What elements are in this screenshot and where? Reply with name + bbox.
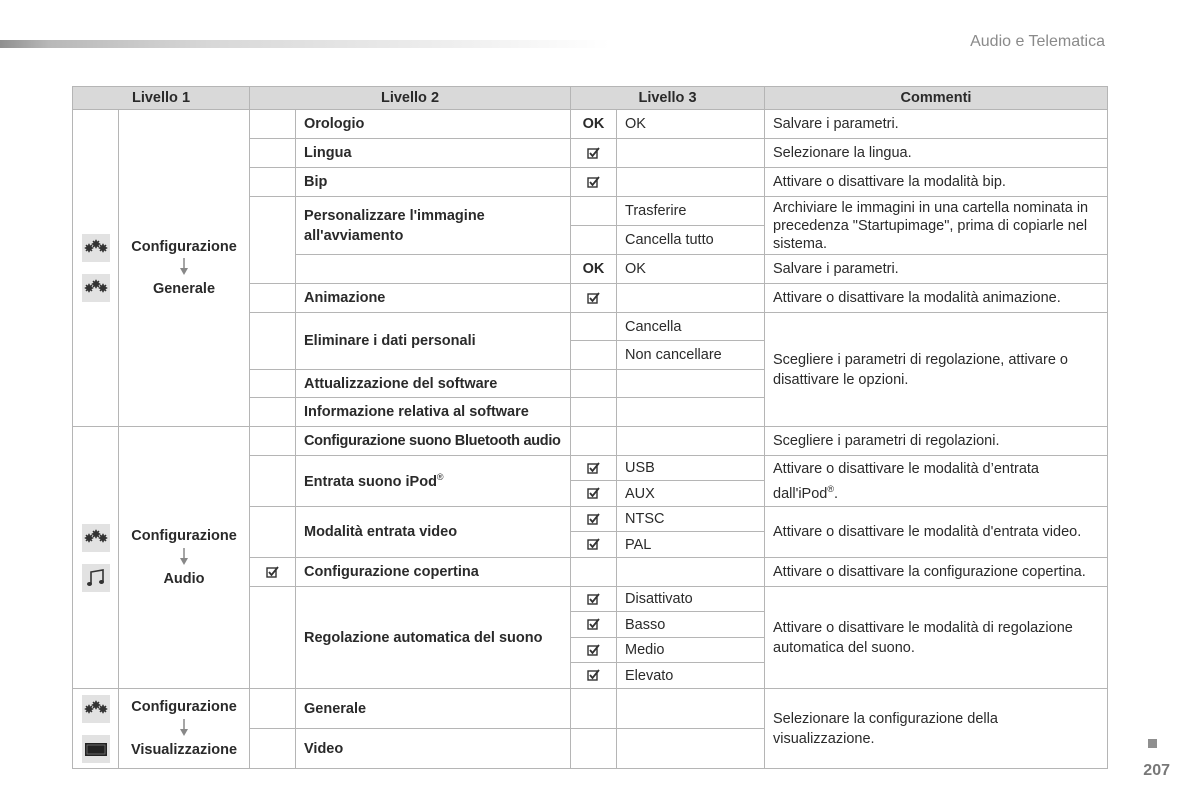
option-cancella-tutto[interactable]: Cancella tutto [617, 226, 765, 255]
column-header-livello-3: Livello 3 [571, 87, 765, 110]
option-usb[interactable]: USB [617, 456, 765, 481]
comment-cell: Selezionare la lingua. [765, 139, 1108, 168]
section-label-top: Configurazione [131, 699, 237, 715]
section-label-bottom: Visualizzazione [130, 741, 238, 758]
option-disattivato[interactable]: Disattivato [617, 587, 765, 612]
menu-item-generale[interactable]: Generale [296, 689, 571, 729]
comment-cell: Attivare o disattivare la modalità bip. [765, 168, 1108, 197]
menu-item-video-mode[interactable]: Modalità entrata video [296, 507, 571, 558]
gears-icon [82, 695, 110, 723]
menu-item-bluetooth[interactable]: Configurazione suono Bluetooth audio [296, 427, 571, 456]
comment-cell: Attivare o disattivare le modalità di regolazione automatica del suono. [765, 587, 1108, 689]
checkbox-check-icon [587, 593, 601, 606]
table-header-row [73, 87, 1108, 110]
menu-item-attualizzazione[interactable]: Attualizzazione del software [296, 370, 571, 398]
section-label-top: Configurazione [131, 528, 237, 544]
section-label-generale [119, 110, 250, 427]
comment-cell: Attivare o disattivare le modalità d’entrata dall'iPod®. [765, 456, 1108, 507]
checkbox-check-icon [587, 292, 601, 305]
option-cancella[interactable]: Cancella [617, 313, 765, 341]
column-header-livello-2: Livello 2 [250, 87, 571, 110]
section-label-top: Configurazione [131, 238, 237, 255]
menu-item-informazione[interactable]: Informazione relativa al software [296, 398, 571, 427]
option-ok[interactable]: OK [617, 110, 765, 139]
checkbox-check-icon [587, 513, 601, 526]
ok-mark: OK [571, 110, 617, 139]
display-icon [82, 735, 110, 763]
option-elevato[interactable]: Elevato [617, 663, 765, 689]
page-number: 207 [1143, 762, 1170, 779]
header-decorative-bar [0, 40, 610, 48]
comment-cell: Attivare o disattivare le modalità d'entrata video. [765, 507, 1108, 558]
menu-item-eliminare[interactable]: Eliminare i dati personali [296, 313, 571, 370]
down-arrow-icon [179, 548, 189, 568]
comment-cell: Attivare o disattivare la modalità animazione. [765, 284, 1108, 313]
section-label-bottom: Audio [163, 570, 205, 587]
gears-icon [82, 274, 110, 302]
menu-item-copertina[interactable]: Configurazione copertina [296, 558, 571, 587]
checkbox-check-icon [587, 487, 601, 500]
option-basso[interactable]: Basso [617, 612, 765, 638]
checkbox-check-icon [266, 566, 280, 579]
comment-cell: Salvare i parametri. [765, 255, 1108, 284]
gears-icon [82, 234, 110, 262]
comment-cell: Salvare i parametri. [765, 110, 1108, 139]
checkbox-check-icon [587, 147, 601, 160]
menu-item-ipod: Entrata suono iPod® [296, 456, 571, 507]
comment-cell: Scegliere i parametri di regolazioni. [765, 427, 1108, 456]
option-trasferire[interactable]: Trasferire [617, 197, 765, 226]
section-title: Audio e Telematica [970, 33, 1105, 50]
table-row [73, 427, 1108, 456]
section-icons-visualizzazione [73, 689, 119, 769]
option-pal[interactable]: PAL [617, 532, 765, 558]
menu-item-regolazione[interactable]: Regolazione automatica del suono [296, 587, 571, 689]
option-ntsc[interactable]: NTSC [617, 507, 765, 532]
down-arrow-icon [179, 258, 189, 278]
checkbox-check-icon [587, 669, 601, 682]
gears-icon [82, 524, 110, 552]
section-label-audio [119, 427, 250, 689]
comment-cell: Scegliere i parametri di regolazione, attivare o disattivare le opzioni. [765, 313, 1108, 427]
menu-item-lingua[interactable]: Lingua [296, 139, 571, 168]
option-aux[interactable]: AUX [617, 481, 765, 507]
checkbox-check-icon [587, 644, 601, 657]
ok-mark: OK [571, 255, 617, 284]
section-icons-audio [73, 427, 119, 689]
down-arrow-icon [179, 719, 189, 739]
menu-item-animazione[interactable]: Animazione [296, 284, 571, 313]
option-ok[interactable]: OK [617, 255, 765, 284]
option-non-cancellare[interactable]: Non cancellare [617, 341, 765, 370]
comment-cell: Archiviare le immagini in una cartella nominata in precedenza "Startupimage", prima di copiarle nel sistema. [765, 197, 1108, 255]
menu-table [72, 86, 1108, 769]
checkbox-check-icon [587, 462, 601, 475]
music-note-icon [82, 564, 110, 592]
option-medio[interactable]: Medio [617, 638, 765, 663]
comment-cell: Attivare o disattivare la configurazione copertina. [765, 558, 1108, 587]
column-header-livello-1: Livello 1 [73, 87, 250, 110]
menu-item-bip[interactable]: Bip [296, 168, 571, 197]
section-label-bottom: Generale [152, 281, 216, 297]
column-header-commenti: Commenti [765, 87, 1108, 110]
menu-item-video[interactable]: Video [296, 729, 571, 769]
comment-cell: Selezionare la configurazione della visualizzazione. [765, 689, 1108, 769]
checkbox-check-icon [587, 176, 601, 189]
page-marker [1148, 739, 1157, 748]
section-label-visualizzazione [119, 689, 250, 769]
section-icons-generale [73, 110, 119, 427]
menu-item-personalizzare[interactable]: Personalizzare l'immagine all'avviamento [296, 197, 571, 255]
menu-item-orologio[interactable]: Orologio [296, 110, 571, 139]
table-row [73, 110, 1108, 139]
checkbox-check-icon [587, 538, 601, 551]
table-row [73, 689, 1108, 729]
checkbox-check-icon [587, 618, 601, 631]
